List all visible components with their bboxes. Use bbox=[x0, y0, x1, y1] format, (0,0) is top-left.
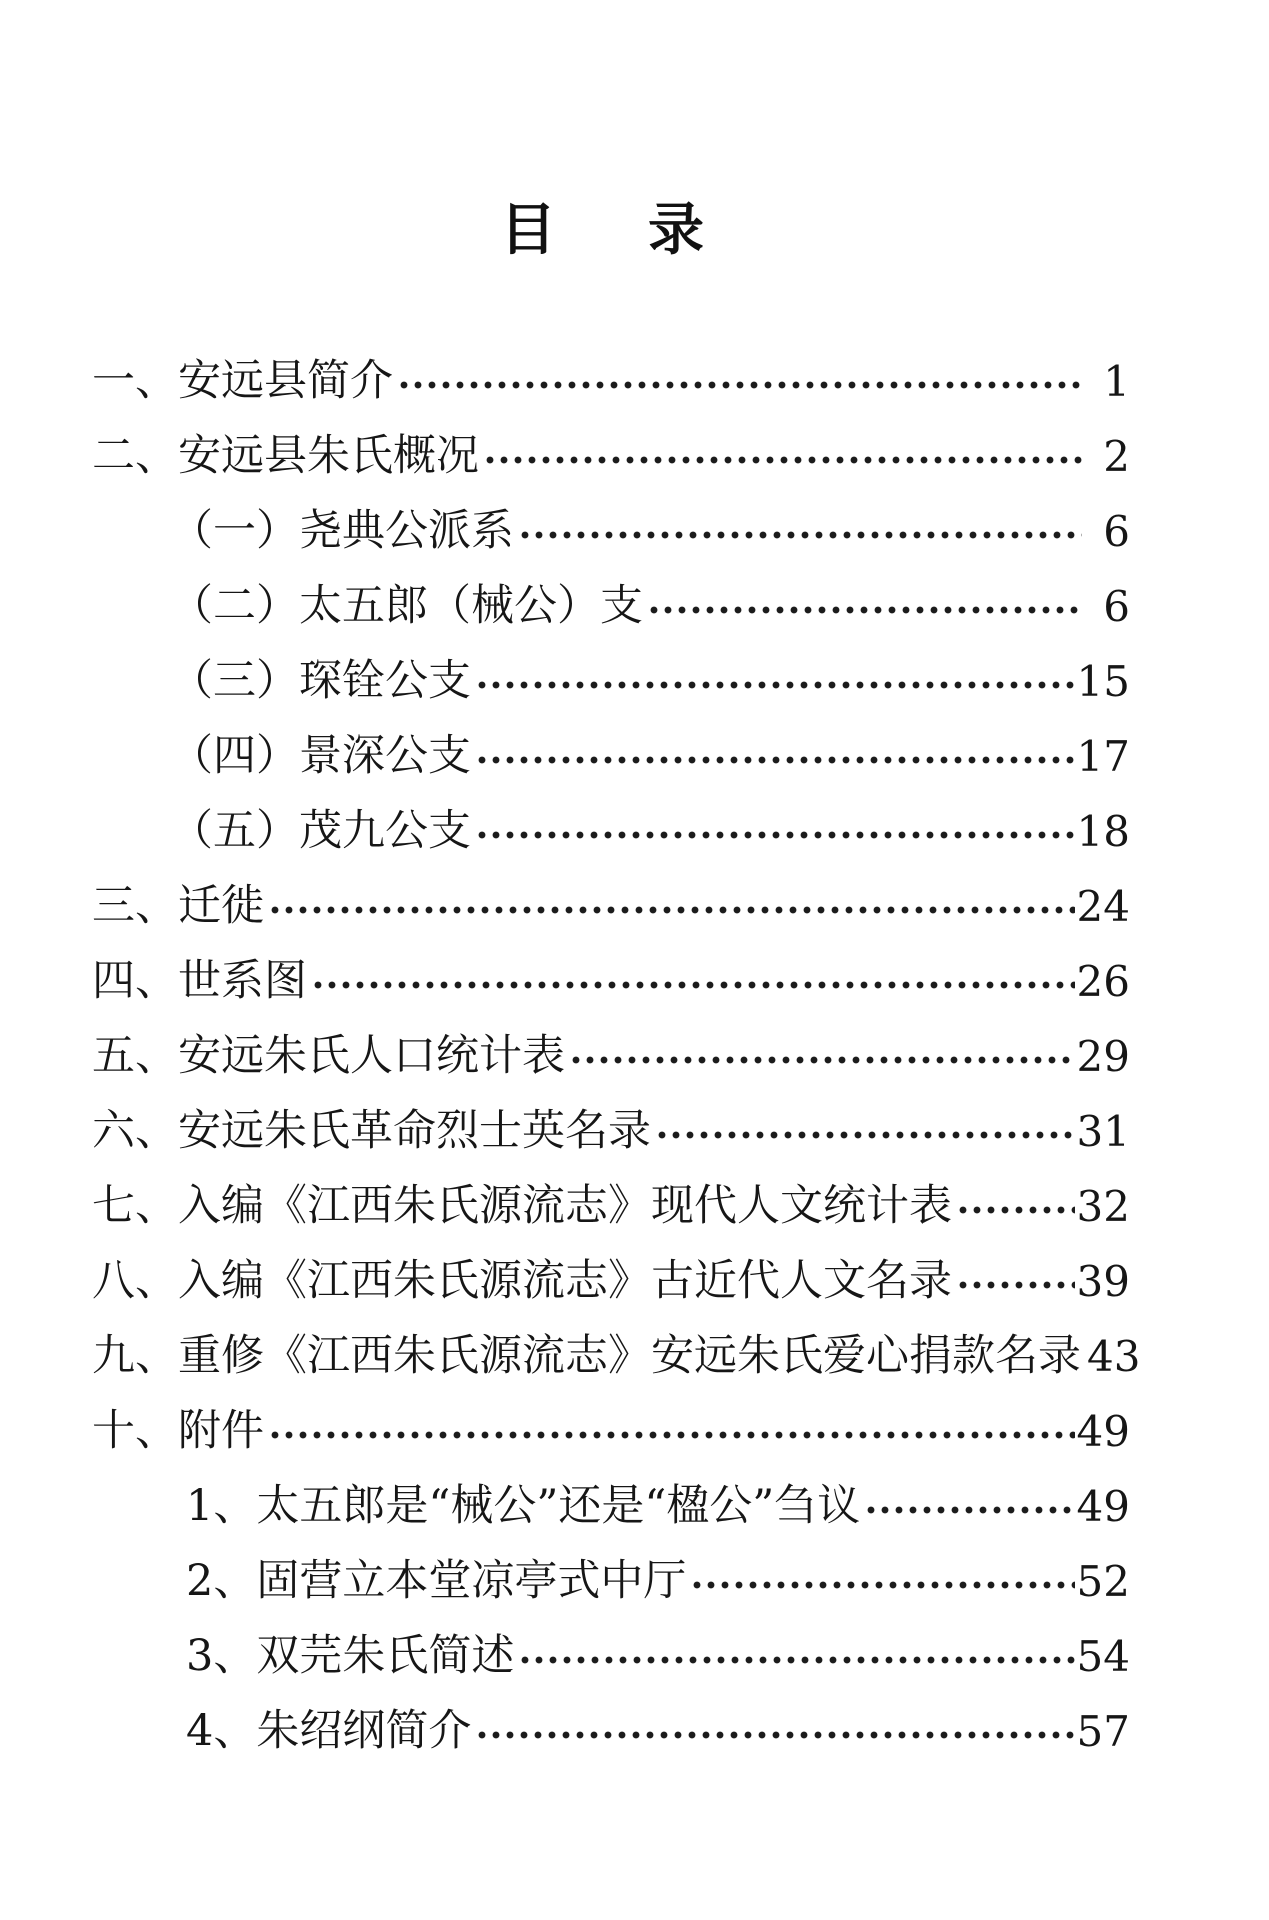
toc-list bbox=[92, 344, 1141, 1769]
toc-entry-label: （三）琛铨公支 bbox=[170, 656, 471, 706]
toc-entry bbox=[92, 869, 1130, 944]
toc-entry-label: 四、世系图 bbox=[92, 956, 307, 1006]
dot-leader bbox=[569, 1019, 1075, 1094]
toc-entry-page-number: 26 bbox=[1076, 956, 1130, 1006]
dot-leader bbox=[475, 794, 1075, 869]
toc-entry-label: 二、安远县朱氏概况 bbox=[92, 431, 479, 481]
toc-entry-page-number: 2 bbox=[1103, 431, 1130, 481]
toc-entry bbox=[92, 1244, 1130, 1319]
toc-entry bbox=[92, 1094, 1130, 1169]
toc-entry-page-number: 32 bbox=[1076, 1181, 1130, 1231]
toc-entry-page-number: 49 bbox=[1076, 1406, 1130, 1456]
toc-entry-page-number: 17 bbox=[1076, 731, 1130, 781]
dot-leader bbox=[483, 419, 1082, 494]
dot-leader bbox=[311, 944, 1075, 1019]
dot-leader bbox=[475, 1694, 1074, 1769]
toc-entry-page-number: 6 bbox=[1103, 581, 1130, 631]
dot-leader bbox=[268, 869, 1075, 944]
toc-entry-label: 五、安远朱氏人口统计表 bbox=[92, 1031, 565, 1081]
toc-entry bbox=[92, 1619, 1130, 1694]
toc-entry bbox=[92, 344, 1130, 419]
toc-entry-page-number: 24 bbox=[1076, 881, 1130, 931]
toc-entry-label: 九、重修《江西朱氏源流志》安远朱氏爱心捐款名录 bbox=[92, 1331, 1081, 1381]
dot-leader bbox=[956, 1244, 1075, 1319]
dot-leader bbox=[268, 1394, 1075, 1469]
toc-entry-label: 六、安远朱氏革命烈士英名录 bbox=[92, 1106, 651, 1156]
toc-entry-page-number: 54 bbox=[1076, 1631, 1130, 1681]
dot-leader bbox=[475, 644, 1075, 719]
toc-entry-page-number: 1 bbox=[1103, 356, 1130, 406]
toc-entry-page-number: 15 bbox=[1076, 656, 1130, 706]
toc-entry-page-number: 52 bbox=[1076, 1556, 1130, 1606]
toc-entry-label: 一、安远县简介 bbox=[92, 356, 393, 406]
toc-entry-page-number: 49 bbox=[1076, 1481, 1130, 1531]
toc-entry bbox=[92, 719, 1130, 794]
dot-leader bbox=[475, 719, 1075, 794]
toc-entry-page-number: 29 bbox=[1076, 1031, 1130, 1081]
dot-leader bbox=[690, 1544, 1074, 1619]
dot-leader bbox=[647, 569, 1082, 644]
toc-entry-label: （一）尧典公派系 bbox=[170, 506, 514, 556]
toc-entry bbox=[92, 419, 1130, 494]
dot-leader bbox=[864, 1469, 1074, 1544]
toc-entry-label: 4、朱绍纲简介 bbox=[186, 1706, 472, 1756]
toc-entry bbox=[92, 1544, 1130, 1619]
toc-entry-label: 七、入编《江西朱氏源流志》现代人文统计表 bbox=[92, 1181, 952, 1231]
toc-entry-page-number: 31 bbox=[1076, 1106, 1130, 1156]
toc-entry-page-number: 39 bbox=[1076, 1256, 1130, 1306]
toc-entry bbox=[92, 794, 1130, 869]
dot-leader bbox=[956, 1169, 1075, 1244]
toc-entry-page-number: 18 bbox=[1076, 806, 1130, 856]
dot-leader bbox=[397, 344, 1082, 419]
toc-entry bbox=[92, 1319, 1141, 1394]
toc-entry-label: 1、太五郎是“械公”还是“楹公”刍议 bbox=[186, 1481, 861, 1531]
toc-entry bbox=[92, 944, 1130, 1019]
toc-entry-page-number: 43 bbox=[1087, 1331, 1141, 1381]
toc-entry bbox=[92, 494, 1130, 569]
toc-entry bbox=[92, 1469, 1130, 1544]
toc-entry-label: 三、迁徙 bbox=[92, 881, 264, 931]
dot-leader bbox=[655, 1094, 1075, 1169]
toc-entry bbox=[92, 1394, 1130, 1469]
toc-entry-label: 十、附件 bbox=[92, 1406, 264, 1456]
toc-entry bbox=[92, 644, 1130, 719]
toc-entry bbox=[92, 1169, 1130, 1244]
toc-entry-page-number: 57 bbox=[1076, 1706, 1130, 1756]
toc-entry-label: 3、双芫朱氏简述 bbox=[186, 1631, 515, 1681]
toc-entry-label: （四）景深公支 bbox=[170, 731, 471, 781]
toc-entry-label: 2、固营立本堂凉亭式中厅 bbox=[186, 1556, 687, 1606]
dot-leader bbox=[518, 1619, 1074, 1694]
toc-entry-page-number: 6 bbox=[1103, 506, 1130, 556]
toc-entry-label: 八、入编《江西朱氏源流志》古近代人文名录 bbox=[92, 1256, 952, 1306]
toc-entry-label: （二）太五郎（械公）支 bbox=[170, 581, 643, 631]
toc-entry bbox=[92, 1019, 1130, 1094]
dot-leader bbox=[518, 494, 1082, 569]
toc-entry bbox=[92, 569, 1130, 644]
toc-entry-label: （五）茂九公支 bbox=[170, 806, 471, 856]
toc-document bbox=[0, 197, 1269, 1769]
toc-entry bbox=[92, 1694, 1130, 1769]
page-title: 目 录 bbox=[500, 197, 722, 263]
